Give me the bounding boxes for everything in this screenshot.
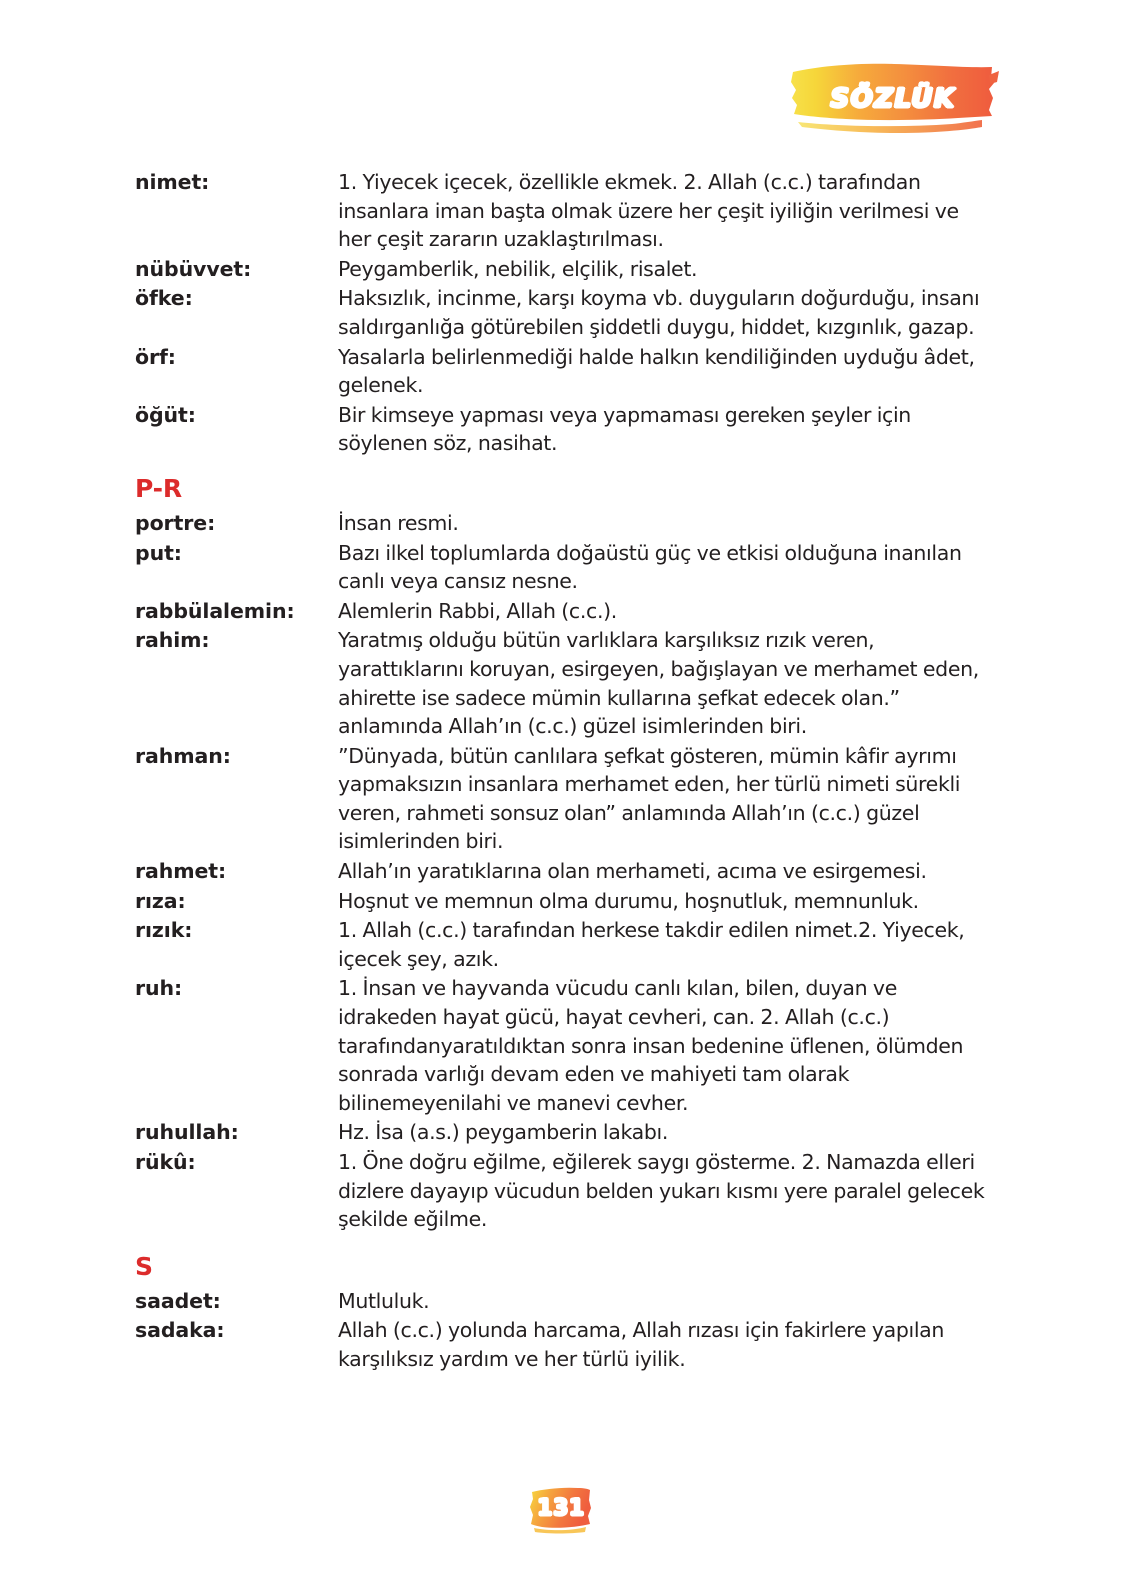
glossary-entry — [135, 1148, 987, 1234]
glossary-definition: Yaratmış olduğu bütün varlıklara karşılıksız rızık veren, yarattıklarını koruyan, esirgeyen, bağışlayan ve merhamet eden, ahirette ise sadece mümin kullarına şefkat edecek olan.” anlamında Allah’ın (c.c.) güzel isimlerinden biri. — [338, 628, 979, 739]
glossary-definition: Hoşnut ve memnun olma durumu, hoşnutluk, memnunluk. — [338, 888, 919, 913]
glossary-definition: ”Dünyada, bütün canlılara şefkat gösteren, mümin kâfir ayrımı yapmaksızın insanlara merhamet eden, her türlü nimeti sürekli veren, rahmeti sonsuz olan” anlamında Allah’ın (c.c.) güzel isimlerinden biri. — [338, 743, 961, 854]
glossary-definition: 1. Öne doğru eğilme, eğilerek saygı gösterme. 2. Namazda elleri dizlere dayayıp vücudun belden yukarı kısmı yere paralel gelecek şekilde eğilme. — [338, 1150, 985, 1232]
glossary-definition: İnsan resmi. — [338, 510, 459, 535]
glossary-entry — [135, 255, 987, 284]
glossary-entry — [135, 168, 987, 254]
glossary-definition: Hz. İsa (a.s.) peygamberin lakabı. — [338, 1120, 669, 1145]
glossary-definition: Mutluluk. — [338, 1288, 430, 1313]
glossary-entry — [135, 857, 987, 886]
glossary-definition: 1. Allah (c.c.) tarafından herkese takdir edilen nimet.2. Yiyecek, içecek şey, azık. — [338, 918, 965, 971]
glossary-definition: Alemlerin Rabbi, Allah (c.c.). — [338, 598, 617, 623]
glossary-entry — [135, 284, 987, 341]
section-heading-s: S — [135, 1251, 153, 1281]
glossary-block — [135, 1252, 987, 1374]
glossary-term: rıza: — [135, 888, 186, 913]
glossary-entry — [135, 1287, 987, 1316]
glossary-term: portre: — [135, 510, 216, 535]
glossary-entry — [135, 509, 987, 538]
glossary-term: nübüvvet: — [135, 256, 252, 281]
glossary-definition: Allah’ın yaratıklarına olan merhameti, acıma ve esirgemesi. — [338, 859, 927, 884]
glossary-entry — [135, 597, 987, 626]
sozluk-header-banner — [786, 58, 1000, 136]
glossary-definition: Allah (c.c.) yolunda harcama, Allah rızası için fakirlere yapılan karşılıksız yardım ve her türlü iyilik. — [338, 1318, 945, 1371]
glossary-term: öğüt: — [135, 402, 196, 427]
page-number-brush — [528, 1482, 594, 1534]
glossary-definition: Haksızlık, incinme, karşı koyma vb. duyguların doğurduğu, insanı saldırganlığa götürebilen şiddetli duygu, hiddet, kızgınlık, gazap. — [338, 286, 980, 339]
glossary-entry — [135, 1118, 987, 1147]
glossary-term: sadaka: — [135, 1318, 225, 1343]
glossary-term: öfke: — [135, 286, 193, 311]
glossary-definition: Yasalarla belirlenmediği halde halkın kendiliğinden uyduğu âdet, gelenek. — [338, 344, 975, 398]
glossary-term: put: — [135, 540, 182, 565]
page-number: 131 — [537, 1495, 585, 1521]
glossary-definition: 1. İnsan ve hayvanda vücudu canlı kılan, bilen, duyan ve idrakeden hayat gücü, hayat cevheri, can. 2. Allah (c.c.) tarafındanyaratıldıktan sonra insan bedenine üflenen, ölümden sonrada varlığı devam eden ve mahiyeti tam olarak bilinemeyenilahi ve manevi cevher. — [338, 976, 964, 1115]
glossary-definition: Bazı ilkel toplumlarda doğaüstü güç ve etkisi olduğuna inanılan canlı veya cansız nesne. — [338, 540, 962, 594]
glossary-entry — [135, 343, 987, 400]
glossary-list — [135, 168, 987, 1375]
glossary-definition: Peygamberlik, nebilik, elçilik, risalet. — [338, 256, 698, 281]
glossary-term: rahmet: — [135, 859, 227, 884]
glossary-entry — [135, 626, 987, 740]
glossary-entry — [135, 401, 987, 458]
glossary-definition: Bir kimseye yapması veya yapmaması gereken şeyler için söylenen söz, nasihat. — [338, 402, 911, 456]
glossary-entry — [135, 916, 987, 973]
glossary-entry — [135, 887, 987, 916]
glossary-entry — [135, 539, 987, 596]
glossary-term: rahman: — [135, 743, 231, 768]
glossary-term: saadet: — [135, 1288, 221, 1313]
glossary-term: rızık: — [135, 918, 193, 943]
glossary-definition: 1. Yiyecek içecek, özellikle ekmek. 2. Allah (c.c.) tarafından insanlara iman başta olmak üzere her çeşit iyiliğin verilmesi ve her çeşit zararın uzaklaştırılması. — [338, 170, 959, 252]
section-heading-pr: P-R — [135, 473, 182, 503]
sozluk-banner-title: SÖZLÜK — [830, 84, 956, 114]
glossary-block — [135, 474, 987, 1234]
glossary-entry — [135, 974, 987, 1117]
glossary-term: rabbülalemin: — [135, 598, 295, 623]
glossary-term: nimet: — [135, 170, 210, 194]
glossary-term: rükû: — [135, 1150, 196, 1174]
glossary-entry — [135, 1316, 987, 1373]
glossary-block — [135, 168, 987, 458]
glossary-term: örf: — [135, 344, 176, 369]
glossary-term: ruh: — [135, 976, 183, 1001]
glossary-entry — [135, 742, 987, 856]
glossary-term: ruhullah: — [135, 1120, 239, 1145]
glossary-term: rahim: — [135, 628, 210, 653]
